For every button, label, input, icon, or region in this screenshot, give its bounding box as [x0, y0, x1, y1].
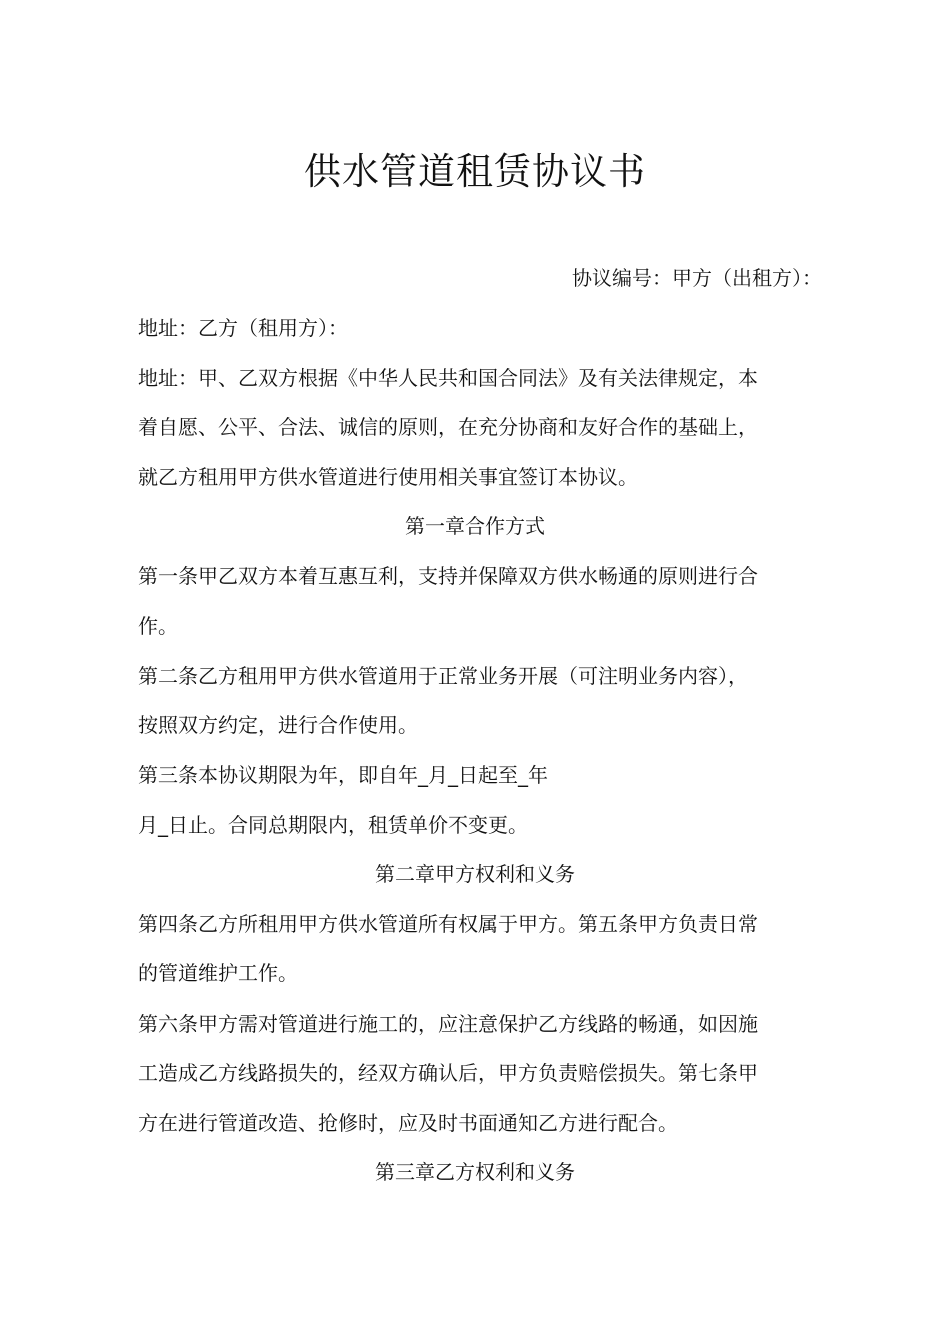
article-line: 方在进行管道改造、抢修时，应及时书面通知乙方进行配合。: [138, 1111, 678, 1135]
chapter-heading: 第二章甲方权利和义务: [375, 862, 575, 886]
address-line: 地址：乙方（租用方）：: [138, 316, 348, 340]
document-title: 供水管道租赁协议书: [304, 150, 646, 193]
chapter-heading: 第一章合作方式: [405, 514, 545, 538]
article-line: 第三条本协议期限为年，即自年_月_日起至_年: [138, 763, 548, 787]
article-line: 第二条乙方租用甲方供水管道用于正常业务开展（可注明业务内容），: [138, 664, 748, 688]
preamble-line: 地址：甲、乙双方根据《中华人民共和国合同法》及有关法律规定，本: [138, 366, 758, 390]
article-line: 按照双方约定，进行合作使用。: [138, 713, 418, 737]
article-line: 月_日止。合同总期限内，租赁单价不变更。: [138, 813, 528, 837]
article-line: 第六条甲方需对管道进行施工的，应注意保护乙方线路的畅通，如因施: [138, 1012, 758, 1036]
article-line: 作。: [138, 614, 178, 638]
article-line: 第一条甲乙双方本着互惠互利，支持并保障双方供水畅通的原则进行合: [138, 564, 758, 588]
article-line: 工造成乙方线路损失的，经双方确认后，甲方负责赔偿损失。第七条甲: [138, 1061, 758, 1085]
agreement-number-line: 协议编号：甲方（出租方）：: [572, 266, 822, 290]
preamble-line: 就乙方租用甲方供水管道进行使用相关事宜签订本协议。: [138, 465, 638, 489]
chapter-heading: 第三章乙方权利和义务: [375, 1160, 575, 1184]
article-line: 的管道维护工作。: [138, 961, 298, 985]
preamble-line: 着自愿、公平、合法、诚信的原则，在充分协商和友好合作的基础上，: [138, 415, 758, 439]
article-line: 第四条乙方所租用甲方供水管道所有权属于甲方。第五条甲方负责日常: [138, 912, 758, 936]
